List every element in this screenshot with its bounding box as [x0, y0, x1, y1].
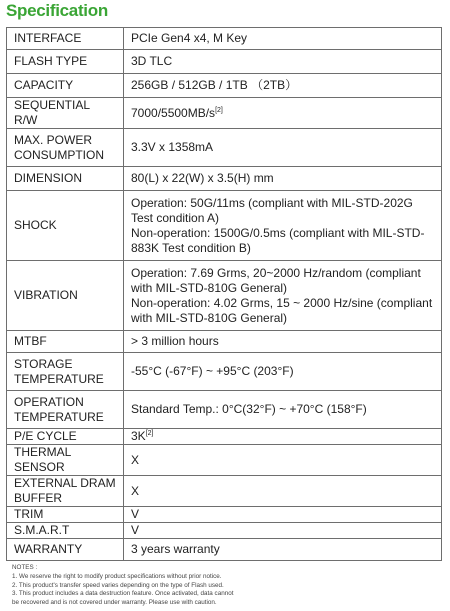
spec-row: [7, 50, 442, 74]
spec-row: [7, 331, 442, 353]
spec-value-text: Non-operation: 1500G/0.5ms (compliant with MIL-STD-883K Test condition B): [131, 225, 425, 255]
spec-value-text: 256GB / 512GB / 1TB （2TB）: [131, 78, 298, 92]
note-line: 3. This product includes a data destruction feature. Once activated, data cannot: [12, 590, 234, 598]
notes: [12, 564, 442, 608]
spec-row: [7, 445, 442, 476]
spec-key: VIBRATION: [7, 261, 124, 331]
spec-value: [124, 191, 442, 261]
spec-key: INTERFACE: [7, 28, 124, 50]
spec-value-text: V: [131, 507, 140, 521]
spec-value-text: V: [131, 523, 140, 537]
spec-key: EXTERNAL DRAM BUFFER: [7, 476, 124, 507]
spec-value-text: -55°C (-67°F) ~ +95°C (203°F): [131, 364, 294, 378]
spec-value-text: 3.3V x 1358mA: [131, 140, 214, 154]
spec-row: [7, 391, 442, 429]
spec-key: MTBF: [7, 331, 124, 353]
spec-value-line: [131, 523, 434, 538]
footnote-marker: [2]: [145, 430, 154, 437]
spec-value-text: Operation: 50G/11ms (compliant with MIL-STD-202G Test condition A): [131, 195, 413, 225]
spec-value-line: [131, 54, 434, 69]
spec-value-line: [131, 31, 434, 46]
spec-key: CAPACITY: [7, 74, 124, 98]
spec-key: S.M.A.R.T: [7, 523, 124, 539]
spec-key: OPERATION TEMPERATURE: [7, 391, 124, 429]
spec-value-text: > 3 million hours: [131, 334, 219, 348]
spec-row: [7, 28, 442, 50]
spec-value-text: 3D TLC: [131, 54, 173, 68]
spec-row: [7, 261, 442, 331]
spec-value-line: [131, 78, 434, 93]
spec-key: P/E CYCLE: [7, 429, 124, 445]
note-line: 1. We reserve the right to modify product specifications without prior notice.: [12, 572, 222, 580]
spec-value: [124, 391, 442, 429]
spec-value: [124, 167, 442, 191]
spec-row: [7, 429, 442, 445]
spec-value: [124, 539, 442, 561]
spec-value-line: [131, 140, 434, 155]
spec-value-line: [131, 484, 434, 499]
spec-value: [124, 331, 442, 353]
spec-value: [124, 476, 442, 507]
spec-value-text: Standard Temp.: 0°C(32°F) ~ +70°C (158°F): [131, 402, 367, 416]
spec-value: [124, 353, 442, 391]
spec-key: STORAGE TEMPERATURE: [7, 353, 124, 391]
specification-table: [6, 27, 442, 561]
spec-key: SHOCK: [7, 191, 124, 261]
spec-value-line: [131, 429, 434, 444]
spec-value: [124, 261, 442, 331]
spec-row: [7, 167, 442, 191]
spec-value: [124, 50, 442, 74]
spec-value: [124, 129, 442, 167]
spec-value: [124, 507, 442, 523]
spec-value-text: X: [131, 483, 140, 498]
spec-value-text: Non-operation: 4.02 Grms, 15 ~ 2000 Hz/sine (compliant with MIL-STD-810G General): [131, 295, 433, 325]
spec-value: [124, 429, 442, 445]
spec-value-text: PCIe Gen4 x4, M Key: [131, 31, 248, 45]
footnote-marker: [2]: [215, 106, 223, 114]
spec-row: [7, 191, 442, 261]
spec-key: MAX. POWER CONSUMPTION: [7, 129, 124, 167]
page-title: Specification: [6, 1, 108, 20]
spec-row: [7, 523, 442, 539]
spec-key: DIMENSION: [7, 167, 124, 191]
spec-value-text: 80(L) x 22(W) x 3.5(H) mm: [131, 171, 274, 185]
spec-row: [7, 507, 442, 523]
spec-key: FLASH TYPE: [7, 50, 124, 74]
spec-value-line: [131, 266, 434, 296]
spec-value: [124, 523, 442, 539]
spec-value-line: [131, 402, 434, 417]
spec-value-line: [131, 171, 434, 186]
spec-value-text: 3K: [131, 429, 146, 443]
spec-key: THERMAL SENSOR: [7, 445, 124, 476]
spec-value: [124, 74, 442, 98]
spec-key: SEQUENTIAL R/W: [7, 98, 124, 129]
spec-row: [7, 353, 442, 391]
spec-row: [7, 476, 442, 507]
spec-value-line: [131, 453, 434, 468]
note-line: be recovered and is not covered under warranty. Please use with caution.: [12, 599, 217, 607]
spec-value-line: [131, 196, 434, 226]
spec-key: TRIM: [7, 507, 124, 523]
spec-value-line: [131, 296, 434, 326]
spec-row: [7, 129, 442, 167]
notes-heading: NOTES :: [12, 564, 38, 571]
spec-row: [7, 539, 442, 561]
spec-value: [124, 98, 442, 129]
spec-value: [124, 445, 442, 476]
spec-key: WARRANTY: [7, 539, 124, 561]
spec-value-line: [131, 542, 434, 557]
spec-value-line: [131, 106, 434, 121]
spec-value-text: X: [131, 452, 140, 467]
spec-value-text: 7000/5500MB/s: [131, 105, 216, 120]
spec-row: [7, 74, 442, 98]
spec-value-line: [131, 226, 434, 256]
spec-value: [124, 28, 442, 50]
spec-value-line: [131, 334, 434, 349]
spec-row: [7, 98, 442, 129]
spec-value-line: [131, 507, 434, 522]
note-line: 2. This product's transfer speed varies depending on the type of Flash used.: [12, 581, 224, 589]
spec-value-text: Operation: 7.69 Grms, 20~2000 Hz/random (compliant with MIL-STD-810G General): [131, 265, 421, 295]
spec-value-text: 3 years warranty: [131, 542, 220, 556]
spec-value-line: [131, 364, 434, 379]
